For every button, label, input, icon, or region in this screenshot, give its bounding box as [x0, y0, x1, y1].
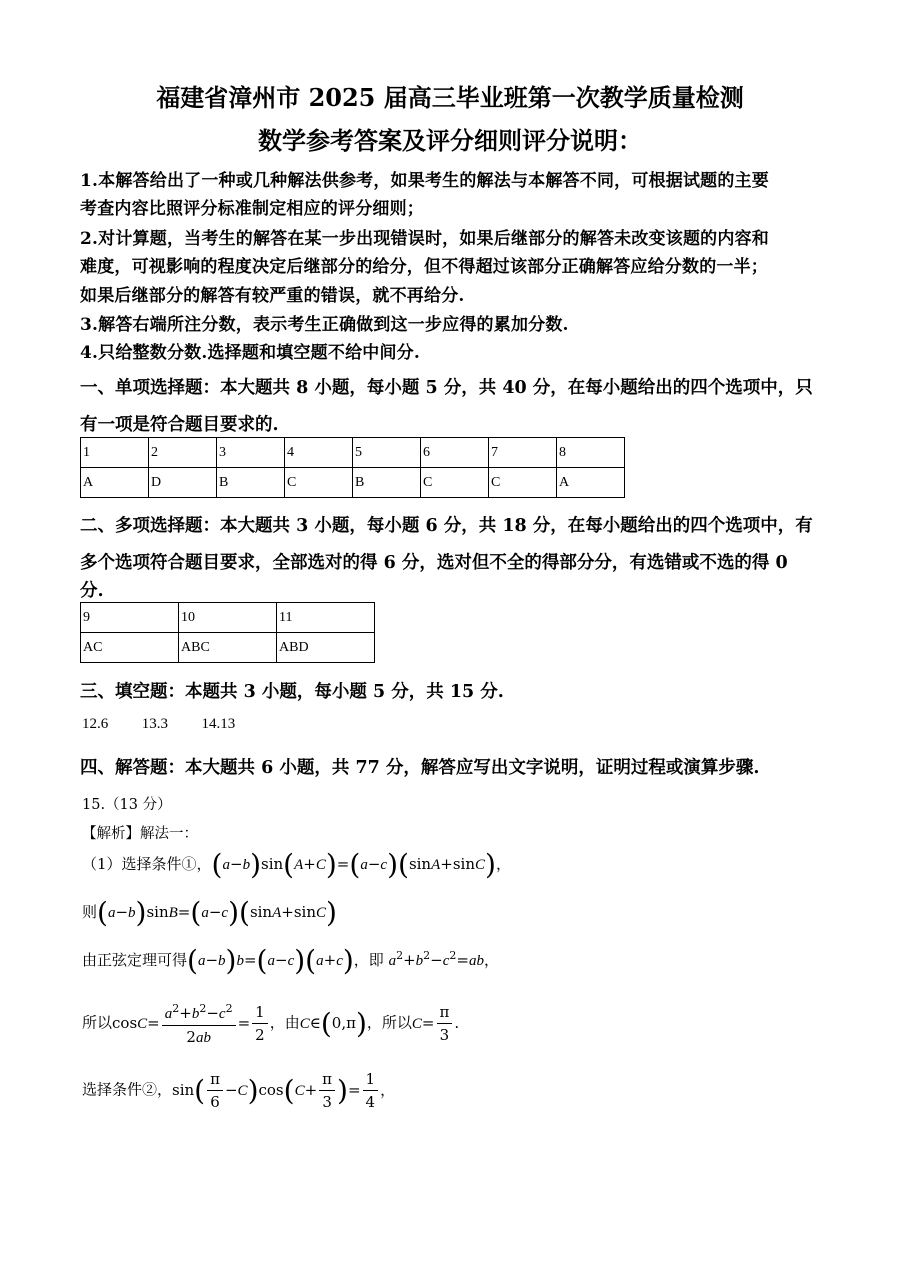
table-row-answers: [81, 468, 625, 498]
solution-step-4: 所以cosC= $\frac{a^2+b^2-c^2}{2ab}$ = $\frac{1}{2}$ ，由C∈(0,π)，所以C= $\frac{\pi}{3}$ .: [82, 998, 459, 1049]
section2-heading-cont: 分.: [80, 581, 104, 601]
table-row-numbers: [81, 603, 375, 633]
fill-blank-answer: 14.13: [201, 716, 236, 732]
table-cell: D: [149, 468, 217, 498]
rule-line: 3.解答右端所注分数，表示考生正确做到这一步应得的累加分数.: [80, 315, 569, 335]
rule-line: 考查内容比照评分标准制定相应的评分细则；: [80, 199, 424, 219]
table-cell: 11: [277, 603, 375, 633]
rule-line: 2.对计算题，当考生的解答在某一步出现错误时，如果后继部分的解答未改变该题的内容和: [80, 229, 769, 249]
fill-blank-answer: 12.6: [82, 716, 109, 732]
math-formula: (a−b)sin(A+C)=(a−c)(sinA+sinC)，: [211, 848, 511, 881]
table-cell: ABD: [277, 633, 375, 663]
math-formula: C= $\frac{\pi}{3}$ .: [411, 1003, 460, 1044]
question-15-label: 15.（13 分）: [82, 797, 172, 813]
section1-heading: 一、单项选择题：本大题共 8 小题，每小题 5 分，共 40 分，在每小题给出的四个选项中，只: [80, 378, 813, 398]
solution-step-5: 选择条件②，sin( $\frac{\pi}{6}$ −C)cos(C+ $\frac{\pi}{3}$ )= $\frac{1}{4}$ ，: [82, 1070, 396, 1111]
table-cell: 5: [353, 438, 421, 468]
solution-step-1: （1）选择条件①，(a−b)sin(A+C)=(a−c)(sinA+sinC)，: [82, 848, 511, 881]
rule-line: 4.只给整数分数.选择题和填空题不给中间分.: [80, 343, 420, 363]
table-cell: 10: [179, 603, 277, 633]
section4-heading: 四、解答题：本大题共 6 小题，共 77 分，解答应写出文字说明，证明过程或演算步骤.: [80, 758, 760, 778]
page-subtitle: 数学参考答案及评分细则评分说明：: [258, 126, 642, 155]
rule-line: 如果后继部分的解答有较严重的错误，就不再给分.: [80, 286, 465, 306]
table-cell: A: [557, 468, 625, 498]
table-cell: C: [421, 468, 489, 498]
table-cell: B: [217, 468, 285, 498]
single-choice-answer-table: [80, 437, 625, 498]
solution-step-3: 由正弦定理可得(a−b)b=(a−c)(a+c)，即 $a^2+b^2-c^2=ab$，: [82, 944, 500, 977]
math-formula: sin( $\frac{\pi}{6}$ −C)cos(C+ $\frac{\pi}{3}$ )= $\frac{1}{4}$ ，: [172, 1070, 396, 1111]
table-cell: 8: [557, 438, 625, 468]
section2-heading-cont: 多个选项符合题目要求，全部选对的得 6 分，选对但不全的得部分分，有选错或不选的得 0: [80, 553, 788, 573]
page-title: 福建省漳州市 2025 届高三毕业班第一次教学质量检测: [156, 83, 744, 112]
fill-blank-answers: [82, 716, 235, 733]
table-cell: 1: [81, 438, 149, 468]
table-cell: A: [81, 468, 149, 498]
math-formula: $a^2+b^2-c^2=ab$，: [388, 949, 500, 969]
table-cell: 9: [81, 603, 179, 633]
table-cell: C: [285, 468, 353, 498]
math-formula: (a−b)b=(a−c)(a+c): [187, 944, 354, 977]
table-cell: 2: [149, 438, 217, 468]
fill-blank-answer: 13.3: [141, 716, 168, 732]
table-cell: 3: [217, 438, 285, 468]
multi-choice-answer-table: [80, 602, 375, 663]
rule-line: 难度，可视影响的程度决定后继部分的给分，但不得超过该部分正确解答应给分数的一半；: [80, 257, 768, 277]
math-formula: cosC= $\frac{a^2+b^2-c^2}{2ab}$ = $\frac{1}{2}$: [112, 1014, 270, 1032]
table-row-answers: [81, 633, 375, 663]
rule-line: 1.本解答给出了一种或几种解法供参考，如果考生的解法与本解答不同，可根据试题的主要: [80, 171, 769, 191]
table-cell: ABC: [179, 633, 277, 663]
table-cell: 4: [285, 438, 353, 468]
section3-heading: 三、填空题：本题共 3 小题，每小题 5 分，共 15 分.: [80, 682, 504, 702]
table-row-numbers: [81, 438, 625, 468]
table-cell: C: [489, 468, 557, 498]
math-formula: C∈(0,π): [299, 1006, 367, 1040]
section2-heading: 二、多项选择题：本大题共 3 小题，每小题 6 分，共 18 分，在每小题给出的四个选项中，有: [80, 516, 813, 536]
table-cell: AC: [81, 633, 179, 663]
table-cell: 7: [489, 438, 557, 468]
table-cell: B: [353, 468, 421, 498]
analysis-label: 【解析】解法一：: [82, 826, 198, 842]
table-cell: 6: [421, 438, 489, 468]
section1-heading-cont: 有一项是符合题目要求的.: [80, 415, 279, 435]
solution-step-2: 则(a−b)sinB=(a−c)(sinA+sinC): [82, 896, 337, 929]
math-formula: (a−b)sinB=(a−c)(sinA+sinC): [97, 896, 337, 929]
